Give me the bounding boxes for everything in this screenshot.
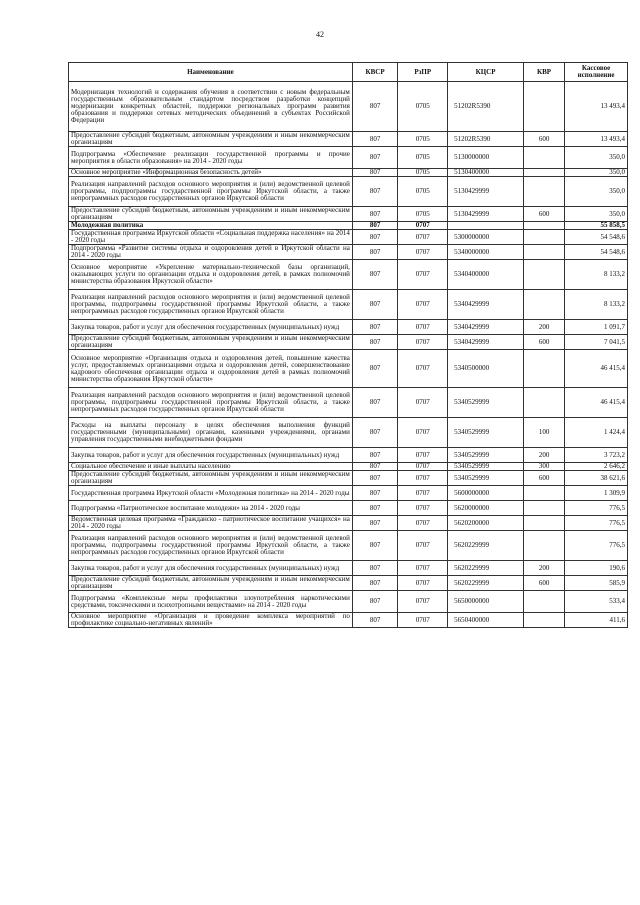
row-kvr-cell xyxy=(523,486,564,501)
row-kvsr-cell: 807 xyxy=(352,448,398,463)
row-kcsr-cell: 5130429999 xyxy=(448,207,524,222)
row-kcsr-cell: 5340529999 xyxy=(448,471,524,486)
row-kcsr-cell: 5340400000 xyxy=(448,260,524,290)
table-row xyxy=(69,207,628,222)
table-row xyxy=(69,132,628,147)
row-name-cell: Закупка товаров, работ и услуг для обеспечения государственных (муниципальных) нужд xyxy=(69,561,353,576)
row-kcsr-cell: 5340529999 xyxy=(448,388,524,418)
row-kvsr-cell: 807 xyxy=(352,290,398,320)
row-name-cell: Основное мероприятие «Организация отдыха и оздоровления детей, повышение качества услуг, предоставляемых организациями отдыха и оздоровления детей, совершенствование кадрового обеспечения организации отдыха и оздоровления детей в рамках полномочий министерства образования Иркутской области» xyxy=(69,350,353,388)
row-rzpr-cell: 0707 xyxy=(398,463,448,471)
row-name-cell: Предоставление субсидий бюджетным, автономным учреждениям и иным некоммерческим организациям xyxy=(69,576,353,591)
row-amount-cell: 411,6 xyxy=(565,613,628,628)
row-kvsr-cell: 807 xyxy=(352,516,398,531)
row-kvr-cell: 600 xyxy=(523,335,564,350)
row-kcsr-cell: 5620200000 xyxy=(448,516,524,531)
row-rzpr-cell: 0707 xyxy=(398,501,448,516)
row-kvr-cell xyxy=(523,613,564,628)
row-name-cell: Предоставление субсидий бюджетным, автономным учреждениям и иным некоммерческим организациям xyxy=(69,471,353,486)
row-kvsr-cell: 807 xyxy=(352,350,398,388)
row-rzpr-cell: 0707 xyxy=(398,448,448,463)
table-row xyxy=(69,335,628,350)
table-row xyxy=(69,501,628,516)
row-kvsr-cell: 807 xyxy=(352,169,398,177)
row-rzpr-cell: 0707 xyxy=(398,613,448,628)
row-kcsr-cell: 5130400000 xyxy=(448,169,524,177)
row-kvr-cell: 100 xyxy=(523,418,564,448)
row-name-cell: Закупка товаров, работ и услуг для обеспечения государственных (муниципальных) нужд xyxy=(69,448,353,463)
row-rzpr-cell: 0705 xyxy=(398,82,448,132)
row-rzpr-cell: 0707 xyxy=(398,320,448,335)
table-row xyxy=(69,388,628,418)
row-kcsr-cell: 5340500000 xyxy=(448,350,524,388)
row-name-cell: Государственная программа Иркутской области «Социальная поддержка населения» на 2014 - 2020 годы xyxy=(69,230,353,245)
budget-table xyxy=(68,62,628,628)
table-header xyxy=(69,63,628,82)
row-rzpr-cell: 0705 xyxy=(398,177,448,207)
table-row xyxy=(69,290,628,320)
header-kvr: КВР xyxy=(523,63,564,82)
row-amount-cell: 776,5 xyxy=(565,531,628,561)
row-kvr-cell xyxy=(523,388,564,418)
row-kvsr-cell: 807 xyxy=(352,132,398,147)
row-kvr-cell: 200 xyxy=(523,320,564,335)
table-row xyxy=(69,245,628,260)
table-row xyxy=(69,418,628,448)
row-kvr-cell xyxy=(523,245,564,260)
row-name-cell: Расходы на выплаты персоналу в целях обеспечения выполнения функций государственными (муниципальными) органами, казенными учреждениями, органами управления государственными внебюджетными фондами xyxy=(69,418,353,448)
table-row xyxy=(69,230,628,245)
row-amount-cell: 1 091,7 xyxy=(565,320,628,335)
row-kvsr-cell: 807 xyxy=(352,147,398,169)
row-kvr-cell xyxy=(523,591,564,613)
row-kcsr-cell: 5340429999 xyxy=(448,335,524,350)
row-kvsr-cell: 807 xyxy=(352,335,398,350)
row-kvsr-cell: 807 xyxy=(352,561,398,576)
table-row xyxy=(69,531,628,561)
row-rzpr-cell: 0707 xyxy=(398,350,448,388)
header-kcsr: КЦСР xyxy=(448,63,524,82)
row-kvr-cell xyxy=(523,531,564,561)
row-amount-cell: 55 858,5 xyxy=(565,222,628,230)
row-kvsr-cell: 807 xyxy=(352,260,398,290)
row-kvr-cell xyxy=(523,516,564,531)
row-name-cell: Подпрограмма «Обеспечение реализации государственной программы и прочие мероприятия в области образования» на 2014 - 2020 годы xyxy=(69,147,353,169)
row-rzpr-cell: 0707 xyxy=(398,335,448,350)
row-amount-cell: 350,0 xyxy=(565,147,628,169)
row-rzpr-cell: 0707 xyxy=(398,591,448,613)
table-body xyxy=(69,82,628,628)
row-kvr-cell: 300 xyxy=(523,463,564,471)
row-amount-cell: 7 041,5 xyxy=(565,335,628,350)
row-kcsr-cell: 51202R5390 xyxy=(448,82,524,132)
row-kcsr-cell: 5650000000 xyxy=(448,591,524,613)
row-name-cell: Предоставление субсидий бюджетным, автономным учреждениям и иным некоммерческим организациям xyxy=(69,335,353,350)
row-kvsr-cell: 807 xyxy=(352,463,398,471)
row-name-cell: Реализация направлений расходов основного мероприятия и (или) ведомственной целевой программы, подпрограммы государственной программы Иркутской области, а также непрограммных расходов государственных органов Иркутской области xyxy=(69,177,353,207)
row-amount-cell: 1 309,9 xyxy=(565,486,628,501)
row-name-cell: Подпрограмма «Развитие системы отдыха и оздоровления детей в Иркутской области на 2014 - 2020 годы xyxy=(69,245,353,260)
table-row xyxy=(69,147,628,169)
row-rzpr-cell: 0707 xyxy=(398,230,448,245)
row-kvr-cell xyxy=(523,222,564,230)
row-name-cell: Ведомственная целевая программа «Гражданско - патриотическое воспитание учащихся» на 2014 - 2020 годы xyxy=(69,516,353,531)
row-kvr-cell xyxy=(523,169,564,177)
row-name-cell: Реализация направлений расходов основного мероприятия и (или) ведомственной целевой программы, подпрограммы государственной программы Иркутской области, а также непрограммных расходов государственных органов Иркутской области xyxy=(69,388,353,418)
row-kvr-cell xyxy=(523,177,564,207)
header-amount: Кассовое исполнение xyxy=(565,63,628,82)
row-amount-cell: 533,4 xyxy=(565,591,628,613)
row-rzpr-cell: 0707 xyxy=(398,260,448,290)
page-number: 42 xyxy=(316,30,324,39)
row-kcsr-cell: 5620229999 xyxy=(448,531,524,561)
row-kvsr-cell: 807 xyxy=(352,591,398,613)
row-kvsr-cell: 807 xyxy=(352,418,398,448)
row-amount-cell: 776,5 xyxy=(565,501,628,516)
row-kcsr-cell: 5340529999 xyxy=(448,418,524,448)
row-amount-cell: 13 493,4 xyxy=(565,82,628,132)
row-name-cell: Основное мероприятие «Информационная безопасность детей» xyxy=(69,169,353,177)
row-kvsr-cell: 807 xyxy=(352,207,398,222)
row-amount-cell: 2 646,2 xyxy=(565,463,628,471)
row-kvsr-cell: 807 xyxy=(352,388,398,418)
row-rzpr-cell: 0707 xyxy=(398,222,448,230)
table-row xyxy=(69,613,628,628)
row-rzpr-cell: 0707 xyxy=(398,290,448,320)
row-amount-cell: 13 493,4 xyxy=(565,132,628,147)
row-kvsr-cell: 807 xyxy=(352,486,398,501)
row-rzpr-cell: 0707 xyxy=(398,486,448,501)
row-name-cell: Модернизация технологий и содержания обучения в соответствии с новым федеральным государственным образовательным стандартом посредством разработки концепций модернизации конкретных областей, поддержки региональных программ развития образования и поддержки сетевых методических объединений в субъектах Российской Федерации xyxy=(69,82,353,132)
row-kcsr-cell: 5130429999 xyxy=(448,177,524,207)
row-kvsr-cell: 807 xyxy=(352,82,398,132)
row-kcsr-cell: 5340000000 xyxy=(448,245,524,260)
row-kvr-cell: 600 xyxy=(523,471,564,486)
row-name-cell: Предоставление субсидий бюджетным, автономным учреждениям и иным некоммерческим организациям xyxy=(69,207,353,222)
row-kvr-cell xyxy=(523,82,564,132)
row-kvsr-cell: 807 xyxy=(352,222,398,230)
row-kvsr-cell: 807 xyxy=(352,501,398,516)
row-amount-cell: 350,0 xyxy=(565,177,628,207)
row-amount-cell: 54 548,6 xyxy=(565,230,628,245)
row-name-cell: Предоставление субсидий бюджетным, автономным учреждениям и иным некоммерческим организациям xyxy=(69,132,353,147)
row-rzpr-cell: 0707 xyxy=(398,561,448,576)
row-kcsr-cell xyxy=(448,222,524,230)
row-amount-cell: 350,0 xyxy=(565,169,628,177)
row-name-cell: Подпрограмма «Комплексные меры профилактики злоупотребления наркотическими средствами, токсическими и психотропными веществами» на 2014 - 2020 годы xyxy=(69,591,353,613)
row-kcsr-cell: 5340529999 xyxy=(448,448,524,463)
row-kvsr-cell: 807 xyxy=(352,320,398,335)
header-kvsr: КВСР xyxy=(352,63,398,82)
row-amount-cell: 8 133,2 xyxy=(565,260,628,290)
row-kcsr-cell: 5620229999 xyxy=(448,561,524,576)
row-kvr-cell xyxy=(523,350,564,388)
row-kvsr-cell: 807 xyxy=(352,471,398,486)
row-rzpr-cell: 0705 xyxy=(398,207,448,222)
row-rzpr-cell: 0705 xyxy=(398,169,448,177)
row-name-cell: Реализация направлений расходов основного мероприятия и (или) ведомственной целевой программы, подпрограммы государственной программы Иркутской области, а также непрограммных расходов государственных органов Иркутской области xyxy=(69,290,353,320)
row-rzpr-cell: 0707 xyxy=(398,576,448,591)
row-kvsr-cell: 807 xyxy=(352,230,398,245)
row-rzpr-cell: 0705 xyxy=(398,147,448,169)
row-rzpr-cell: 0707 xyxy=(398,245,448,260)
row-kvr-cell xyxy=(523,260,564,290)
row-name-cell: Основное мероприятие «Укрепление материально-технической базы организаций, оказывающих услуги по организации отдыха и оздоровления детей, в рамках полномочий министерства образования Иркутской области» xyxy=(69,260,353,290)
table-row xyxy=(69,82,628,132)
row-kcsr-cell: 5620000000 xyxy=(448,501,524,516)
row-kvsr-cell: 807 xyxy=(352,177,398,207)
row-kcsr-cell: 51202R5390 xyxy=(448,132,524,147)
row-rzpr-cell: 0707 xyxy=(398,531,448,561)
row-name-cell: Основное мероприятие «Организация и проведение комплекса мероприятий по профилактике социально-негативных явлений» xyxy=(69,613,353,628)
row-name-cell: Молодежная политика xyxy=(69,222,353,230)
row-amount-cell: 776,5 xyxy=(565,516,628,531)
table-row xyxy=(69,486,628,501)
row-kvr-cell: 600 xyxy=(523,207,564,222)
row-name-cell: Реализация направлений расходов основного мероприятия и (или) ведомственной целевой программы, подпрограммы государственной программы Иркутской области, а также непрограммных расходов государственных органов Иркутской области xyxy=(69,531,353,561)
row-rzpr-cell: 0705 xyxy=(398,132,448,147)
table-row xyxy=(69,169,628,177)
row-kvsr-cell: 807 xyxy=(352,245,398,260)
row-name-cell: Государственная программа Иркутской области «Молодежная политика» на 2014 - 2020 годы xyxy=(69,486,353,501)
table-row xyxy=(69,561,628,576)
row-kvr-cell xyxy=(523,501,564,516)
row-kvr-cell xyxy=(523,147,564,169)
row-kvr-cell xyxy=(523,230,564,245)
table-row xyxy=(69,260,628,290)
row-amount-cell: 1 424,4 xyxy=(565,418,628,448)
row-kcsr-cell: 5340529999 xyxy=(448,463,524,471)
row-kvr-cell: 600 xyxy=(523,576,564,591)
row-rzpr-cell: 0707 xyxy=(398,418,448,448)
row-kcsr-cell: 5340429999 xyxy=(448,290,524,320)
row-name-cell: Подпрограмма «Патриотическое воспитание молодежи» на 2014 - 2020 годы xyxy=(69,501,353,516)
row-amount-cell: 38 621,6 xyxy=(565,471,628,486)
row-kvsr-cell: 807 xyxy=(352,576,398,591)
row-amount-cell: 46 415,4 xyxy=(565,388,628,418)
table-row xyxy=(69,177,628,207)
row-kvr-cell xyxy=(523,290,564,320)
row-rzpr-cell: 0707 xyxy=(398,471,448,486)
row-amount-cell: 3 723,2 xyxy=(565,448,628,463)
table-row xyxy=(69,350,628,388)
header-name: Наименование xyxy=(69,63,353,82)
row-kvr-cell: 600 xyxy=(523,132,564,147)
table-row xyxy=(69,448,628,463)
table-row xyxy=(69,591,628,613)
row-kcsr-cell: 5600000000 xyxy=(448,486,524,501)
table-row xyxy=(69,516,628,531)
row-kcsr-cell: 5130000000 xyxy=(448,147,524,169)
row-rzpr-cell: 0707 xyxy=(398,516,448,531)
row-amount-cell: 585,9 xyxy=(565,576,628,591)
row-kvr-cell: 200 xyxy=(523,561,564,576)
row-name-cell: Социальное обеспечение и иные выплаты населению xyxy=(69,463,353,471)
row-kvsr-cell: 807 xyxy=(352,531,398,561)
row-kcsr-cell: 5340429999 xyxy=(448,320,524,335)
row-amount-cell: 8 133,2 xyxy=(565,290,628,320)
table-row xyxy=(69,471,628,486)
row-amount-cell: 54 548,6 xyxy=(565,245,628,260)
table-row xyxy=(69,320,628,335)
header-rzpr: РзПР xyxy=(398,63,448,82)
row-amount-cell: 46 415,4 xyxy=(565,350,628,388)
row-name-cell: Закупка товаров, работ и услуг для обеспечения государственных (муниципальных) нужд xyxy=(69,320,353,335)
row-amount-cell: 350,0 xyxy=(565,207,628,222)
table-row xyxy=(69,576,628,591)
row-amount-cell: 190,6 xyxy=(565,561,628,576)
row-kcsr-cell: 5300000000 xyxy=(448,230,524,245)
row-kvsr-cell: 807 xyxy=(352,613,398,628)
row-rzpr-cell: 0707 xyxy=(398,388,448,418)
row-kcsr-cell: 5620229999 xyxy=(448,576,524,591)
row-kcsr-cell: 5650400000 xyxy=(448,613,524,628)
row-kvr-cell: 200 xyxy=(523,448,564,463)
